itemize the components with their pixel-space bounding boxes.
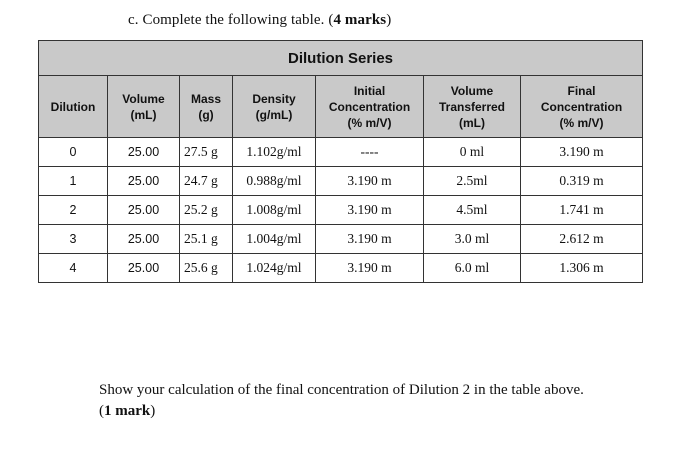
calculation-marks bbox=[99, 401, 584, 422]
question-suffix: ) bbox=[386, 12, 392, 28]
table-cell: ---- bbox=[316, 138, 424, 167]
table-cell: 25.00 bbox=[108, 254, 180, 283]
table-title: Dilution Series bbox=[39, 41, 643, 76]
table-cell: 25.00 bbox=[108, 138, 180, 167]
table-cell: 1.024g/ml bbox=[233, 254, 316, 283]
table-cell: 0.988g/ml bbox=[233, 167, 316, 196]
table-cell: 1.741 m bbox=[521, 196, 643, 225]
calculation-prompt bbox=[99, 380, 584, 422]
table-cell: 6.0 ml bbox=[424, 254, 521, 283]
table-cell: 2.5ml bbox=[424, 167, 521, 196]
marks-value: 1 mark bbox=[104, 403, 151, 419]
table-cell: 25.6 g bbox=[180, 254, 233, 283]
table-row bbox=[39, 138, 643, 167]
table-cell: 25.1 g bbox=[180, 225, 233, 254]
table-cell: 3.0 ml bbox=[424, 225, 521, 254]
table-cell: 3.190 m bbox=[521, 138, 643, 167]
table-cell: 0.319 m bbox=[521, 167, 643, 196]
table-cell: 3.190 m bbox=[316, 225, 424, 254]
dilution-table bbox=[38, 40, 643, 283]
table-cell: 25.00 bbox=[108, 196, 180, 225]
calculation-text: Show your calculation of the final concentration of Dilution 2 in the table above. bbox=[99, 382, 584, 398]
column-header: Mass (g) bbox=[180, 76, 233, 138]
table-cell: 0 ml bbox=[424, 138, 521, 167]
table-row bbox=[39, 196, 643, 225]
column-header: Volume (mL) bbox=[108, 76, 180, 138]
marks-open: ( bbox=[99, 403, 104, 419]
table-cell: 25.00 bbox=[108, 225, 180, 254]
table-cell: 4.5ml bbox=[424, 196, 521, 225]
column-header: Density (g/mL) bbox=[233, 76, 316, 138]
table-body bbox=[39, 138, 643, 283]
column-header: Dilution bbox=[39, 76, 108, 138]
table-cell: 4 bbox=[39, 254, 108, 283]
table-cell: 1.306 m bbox=[521, 254, 643, 283]
table-cell: 3.190 m bbox=[316, 254, 424, 283]
column-header: Initial Concentration (% m/V) bbox=[316, 76, 424, 138]
table-cell: 0 bbox=[39, 138, 108, 167]
table-header-row bbox=[39, 76, 643, 138]
table-cell: 25.00 bbox=[108, 167, 180, 196]
marks-close: ) bbox=[150, 403, 156, 419]
table-cell: 1 bbox=[39, 167, 108, 196]
table-cell: 1.004g/ml bbox=[233, 225, 316, 254]
table-cell: 1.102g/ml bbox=[233, 138, 316, 167]
table-cell: 27.5 g bbox=[180, 138, 233, 167]
table-cell: 24.7 g bbox=[180, 167, 233, 196]
table-cell: 25.2 g bbox=[180, 196, 233, 225]
table-row bbox=[39, 225, 643, 254]
question-heading bbox=[128, 12, 391, 29]
table-row bbox=[39, 254, 643, 283]
question-marks: 4 marks bbox=[333, 12, 387, 28]
table-cell: 1.008g/ml bbox=[233, 196, 316, 225]
column-header: Volume Transferred (mL) bbox=[424, 76, 521, 138]
table-cell: 2 bbox=[39, 196, 108, 225]
table-cell: 3 bbox=[39, 225, 108, 254]
column-header: Final Concentration (% m/V) bbox=[521, 76, 643, 138]
table-cell: 2.612 m bbox=[521, 225, 643, 254]
table-row bbox=[39, 167, 643, 196]
question-prefix: c. Complete the following table. ( bbox=[128, 12, 334, 28]
table-title-row bbox=[39, 41, 643, 76]
table-cell: 3.190 m bbox=[316, 167, 424, 196]
table-cell: 3.190 m bbox=[316, 196, 424, 225]
